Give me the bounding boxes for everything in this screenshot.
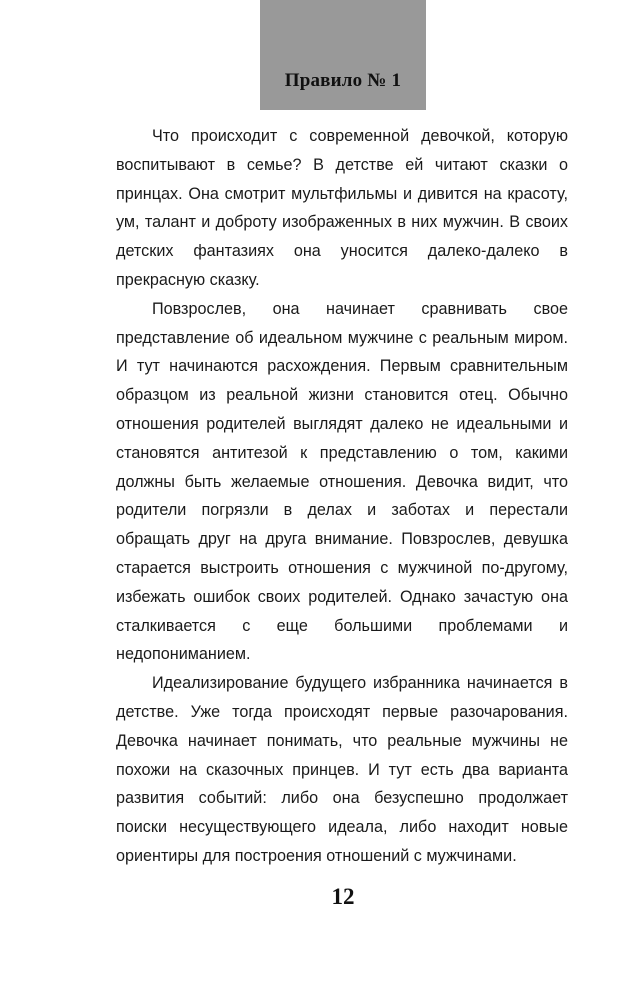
paragraph-1: Что происходит с современной девочкой, которую воспитывают в семье? В детстве ей читают сказки о принцах. Она смотрит мультфильмы и дивится на красоту, ум, талант и доброту изображенных в них мужчин. В своих детских фантазиях она уносится далеко-далеко в прекрасную сказку. bbox=[116, 127, 568, 289]
chapter-header-box bbox=[260, 0, 426, 110]
body-text bbox=[116, 122, 568, 871]
chapter-title: Правило № 1 bbox=[284, 70, 402, 91]
page-number: 12 bbox=[331, 884, 355, 909]
paragraph-2: Повзрослев, она начинает сравнивать свое представление об идеальном мужчине с реальным миром. И тут начинаются расхождения. Первым сравнительным образцом из реальной жизни становится отец. Обычно отношения родителей выглядят далеко не идеальными и становятся антитезой к представлению о том, какими должны быть желаемые отношения. Девочка видит, что родители погрязли в делах и заботах и перестали обращать друг на друга внимание. Повзрослев, девушка старается выстроить отношения с мужчиной по-другому, избежать ошибок своих родителей. Однако зачастую она сталкивается с еще большими проблемами и недопониманием. bbox=[116, 299, 568, 664]
paragraph-3: Идеализирование будущего избранника начинается в детстве. Уже тогда происходят первые разочарования. Девочка начинает понимать, что реальные мужчины не похожи на сказочных принцев. И тут есть два варианта развития событий: либо она безуспешно продолжает поиски несуществующего идеала, либо находит новые ориентиры для построения отношений с мужчинами. bbox=[116, 674, 568, 865]
